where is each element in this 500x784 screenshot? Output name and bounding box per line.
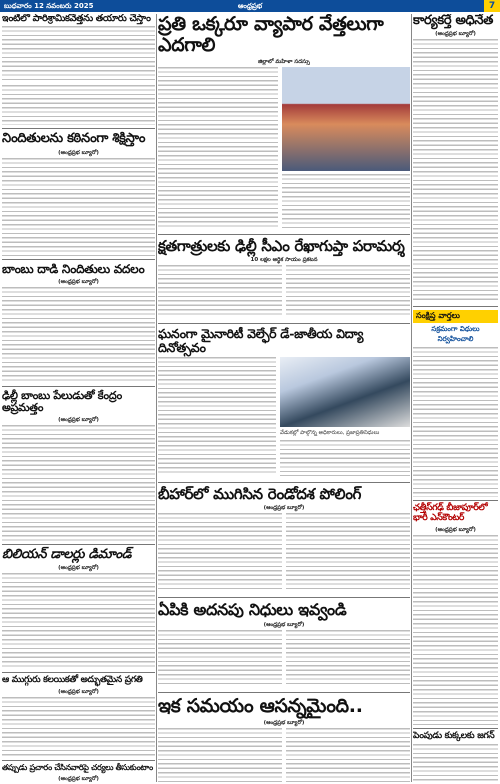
byline: 10 లక్షల ఆర్థిక సాయం ప్రకటన <box>250 257 318 264</box>
divider <box>413 500 498 501</box>
column-center <box>158 14 410 782</box>
headline-bomb-attack: బాంబు దాడి నిందితులు వదలం <box>2 261 145 276</box>
article-body <box>158 630 282 686</box>
headline-pet-dogs: పెంపుడు కుక్కలకు జగన్ <box>413 731 495 742</box>
column-divider <box>156 14 157 782</box>
byline: జిల్లాలో మహిళా సదస్సు <box>258 58 310 65</box>
headline-encounter: ఛత్తీస్‌గఢ్ బీజాపూర్‌లో భారీ ఎన్‌కౌంటర్ <box>413 503 488 524</box>
headline-delhi-cm-visits: క్షతగాత్రులకు ఢిల్లీ సీఎం రేఖాగుప్తా పరామర్శ <box>158 236 405 255</box>
headline-entrepreneur: ఇంటిలో పారిశ్రామికవేత్తను తయారు చేస్తాం <box>2 14 151 24</box>
headline-punish-accused: నిందితులను కఠినంగా శిక్షిస్తాం <box>2 131 146 147</box>
photo-caption: వేడుకల్లో పాల్గొన్న అధికారులు, ప్రజాప్రతినిధులు <box>280 429 380 436</box>
column-divider <box>411 14 412 782</box>
article-body <box>2 85 155 125</box>
article-body <box>158 265 282 317</box>
photo-column <box>280 357 410 479</box>
byline: (ఆంధ్రప్రభ బ్యూరో) <box>263 505 305 512</box>
masthead-brand: ఆంధ్రప్రభ <box>237 2 263 10</box>
event-photo <box>280 357 410 427</box>
divider <box>158 597 410 598</box>
brief-news-banner: సంక్షిప్త వార్తలు <box>413 310 498 323</box>
column-left <box>2 14 155 782</box>
article-body <box>158 728 282 782</box>
byline: (ఆంధ్రప్రభ బ్యూరో) <box>58 149 99 156</box>
divider <box>158 323 410 324</box>
article-body <box>413 347 498 497</box>
divider <box>2 672 155 673</box>
byline: (ఆంధ్రప్రభ బ్యూరో) <box>263 719 305 726</box>
page-number: 7 <box>484 0 500 12</box>
masthead-date: బుధవారం 12 నవంబరు 2025 <box>4 2 94 10</box>
divider <box>2 259 155 260</box>
column-right <box>413 14 498 782</box>
article-body <box>2 287 155 383</box>
article-body <box>282 174 410 228</box>
story-block <box>158 728 410 782</box>
story-block <box>158 357 410 479</box>
article-body <box>413 535 498 725</box>
headline-duties: సక్రమంగా విధులు నిర్వహించాలి <box>431 325 480 344</box>
divider <box>2 544 155 545</box>
headline-false-propaganda: తప్పుడు ప్రచారం చేసినవారిపై చర్యలు తీసుకుంటాం <box>2 763 153 773</box>
article-body <box>413 744 498 782</box>
headline-minority-welfare-day: ఘనంగా మైనారిటీ వెల్ఫేర్ డే-జాతీయ విద్యా దినోత్సవం <box>158 326 364 356</box>
divider <box>2 760 155 761</box>
article-body <box>2 158 155 256</box>
masthead <box>0 0 500 12</box>
byline: (ఆంధ్రప్రభ బ్యూరో) <box>58 278 99 285</box>
article-body <box>286 513 410 591</box>
article-body <box>286 630 410 686</box>
story-block <box>158 67 410 231</box>
story-block <box>158 265 410 320</box>
article-body <box>2 425 155 541</box>
article-body <box>413 39 498 303</box>
headline-worker-leader: కార్యకర్తే అధినేత <box>413 14 494 28</box>
photo-column <box>282 67 410 231</box>
article-body <box>286 728 410 782</box>
event-photo <box>282 67 410 171</box>
divider <box>413 728 498 729</box>
divider <box>158 692 410 693</box>
headline-three-combine: ఆ ముగ్గురు కలయికతో అద్భుతమైన ప్రగతి <box>2 675 143 686</box>
headline-entrepreneurs: ప్రతి ఒక్కరూ వ్యాపార వేత్తలుగా ఎదగాలి <box>158 14 384 56</box>
divider <box>2 386 155 387</box>
byline: (ఆంధ్రప్రభ బ్యూరో) <box>58 417 99 424</box>
story-block <box>158 630 410 689</box>
headline-delhi-blast-alert: ఢిల్లీ బాంబు పేలుడుతో కేంద్రం అప్రమత్తం <box>2 388 122 415</box>
story-block <box>158 513 410 594</box>
divider <box>158 234 410 235</box>
byline: (ఆంధ్రప్రభ బ్యూరో) <box>263 621 305 628</box>
article-body <box>286 265 410 317</box>
divider <box>158 482 410 483</box>
headline-ap-funds: ఏపికి అదనపు నిధులు ఇవ్వండి <box>158 600 347 620</box>
article-body <box>2 26 155 82</box>
headline-bihar-polling: బీహార్‌లో ముగిసిన రెండోదశ పోలింగ్ <box>158 484 362 503</box>
article-body <box>158 513 282 591</box>
byline: (ఆంధ్రప్రభ బ్యూరో) <box>58 776 99 782</box>
byline: (ఆంధ్రప్రభ బ్యూరో) <box>58 689 99 696</box>
headline-time-has-come: ఇక సమయం ఆసన్నమైంది.. <box>158 694 363 717</box>
article-body <box>2 697 155 757</box>
headline-billion-dollars: బిలియన్ డాలర్లు డిమాండ్ <box>2 547 132 563</box>
article-body <box>2 573 155 669</box>
byline: (ఆంధ్రప్రభ బ్యూరో) <box>435 31 476 38</box>
article-body <box>280 440 410 476</box>
byline: (ఆంధ్రప్రభ బ్యూరో) <box>435 527 476 534</box>
divider <box>413 306 498 307</box>
byline: (ఆంధ్రప్రభ బ్యూరో) <box>58 565 99 572</box>
article-body <box>158 67 278 227</box>
article-body <box>158 357 276 475</box>
divider <box>2 128 155 129</box>
